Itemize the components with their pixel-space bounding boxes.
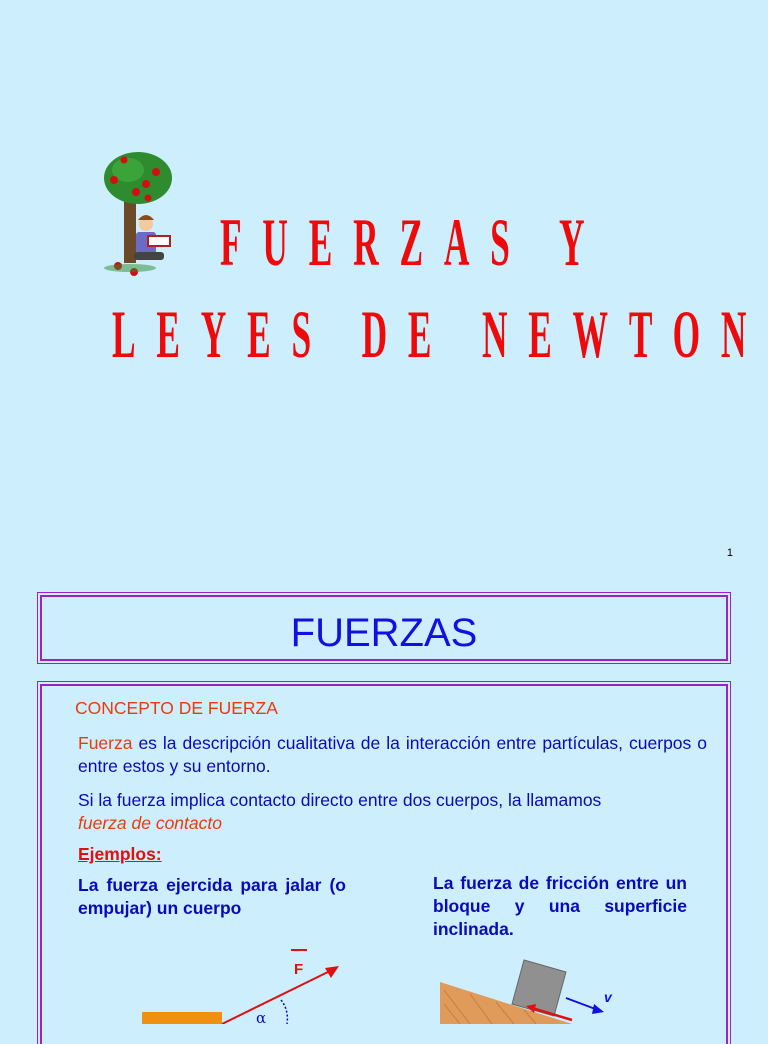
examples-figure	[0, 940, 768, 1024]
angle-arc	[281, 1000, 287, 1024]
velocity-label: v	[604, 989, 612, 1005]
heading-frame	[40, 595, 728, 661]
tree-reading-clipart	[100, 148, 180, 278]
concept-title: CONCEPTO DE FUERZA	[75, 698, 278, 718]
page-number: 1	[726, 547, 733, 559]
contact-paragraph	[78, 789, 707, 835]
example-friction-text: La fuerza de fricción entre un bloque y una superficie inclinada.	[433, 873, 687, 939]
examples-label: Ejemplos:	[78, 844, 162, 864]
term-fuerza: Fuerza	[78, 733, 133, 753]
velocity-arrowhead	[592, 1004, 604, 1014]
pulled-block	[142, 1012, 222, 1024]
force-label: F	[294, 961, 304, 978]
section-heading: FUERZAS	[290, 611, 478, 655]
definition-text: es la descripción cualitativa de la interacción entre partículas, cuerpos o entre estos y su entorno.	[78, 733, 707, 776]
title-line-1: FUERZAS Y	[220, 204, 606, 280]
example-pull-text: La fuerza ejercida para jalar (o empujar) un cuerpo	[78, 875, 346, 918]
contact-text: Si la fuerza implica contacto directo entre dos cuerpos, la llamamos	[78, 790, 602, 810]
term-contact-force: fuerza de contacto	[78, 813, 222, 833]
force-arrow	[222, 970, 332, 1024]
angle-label: α	[256, 1009, 267, 1024]
definition-paragraph	[78, 732, 707, 778]
title-line-2: LEYES DE NEWTON	[112, 296, 768, 372]
